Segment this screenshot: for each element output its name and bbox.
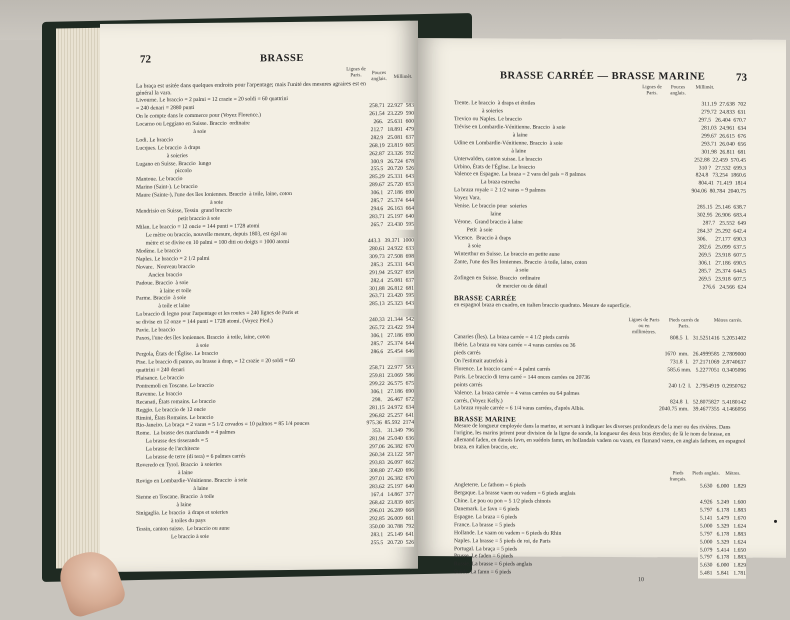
entry-label: laine <box>454 211 501 219</box>
entry-values: 2040.75 mm. 39.4677355 4.1466056 <box>657 407 746 415</box>
entry-label: Valence en Espagne. La braza = 2 vara del país = 8 palmos <box>454 172 586 181</box>
entry-values: 280.61 24.922 633 <box>367 246 414 254</box>
entry-label: à toiles du pays <box>136 518 206 527</box>
entry-values: 301.88 26.812 681 <box>367 285 414 293</box>
entry-label: Novare. Nouveau braccio <box>136 264 195 273</box>
entry-label: Rio-Janeiro. La braça = 2 varas = 5 1/2 covados = 10 palmos = 85 1/4 pouces <box>136 421 309 431</box>
column-header: Lignes de Paris. <box>640 85 664 97</box>
entry-values: 5.481 5.841 1.781 <box>698 571 746 579</box>
column-header: Millimèt. <box>392 75 414 81</box>
entry-label: Le mètre ou braccio, nouvelle mesure, depuis 1803, est égal au <box>136 231 287 241</box>
entry-label: à soieries <box>454 108 503 116</box>
entry-label: à laine <box>136 470 193 479</box>
entry-label: Unterwalden, canton suisse. Le braccio <box>454 156 542 164</box>
entry-values: 240.33 21.344 542 <box>367 317 414 325</box>
entry-label: Mendrisio en Suisse, Tessin grand braccio <box>136 208 232 217</box>
column-header: Pouces anglais. <box>666 85 690 97</box>
column-header: Millimèt. <box>694 85 716 91</box>
column-header: Mètres carrés. <box>710 319 746 325</box>
section-heading: BRASSE CARRÉE <box>454 294 516 302</box>
entry-row <box>454 283 746 292</box>
entry-list <box>454 334 746 415</box>
entry-label: Rimini, États Romains. Le braccio <box>136 414 213 423</box>
entry-label: La braza royale = 2 1/2 varas = 9 palmos <box>454 188 546 196</box>
entry-label: Ibérie. La braza ou vara carrée = 4 varas carrées ou 36 <box>454 342 575 351</box>
running-head: BRASSE CARRÉE — BRASSE MARINE <box>500 70 705 82</box>
entry-label: Padoue. Braccio à soie <box>136 280 188 289</box>
running-head: BRASSE <box>260 53 304 64</box>
entry-label: On l'estimait autrefois à <box>454 358 507 366</box>
entry-values: 310 ? 27.532 699.3 <box>697 165 746 173</box>
entry-label: Winterthur en Suisse. Le braccio en petite aune <box>454 251 560 260</box>
entry-values: 287.7 25.552 649 <box>701 221 746 229</box>
entry-values: 306.1 27.186 690 <box>369 190 414 198</box>
entry-label: Urbino, États de l'Église. Le braccio <box>454 164 535 172</box>
entry-values: 299.22 26.575 675 <box>367 380 414 388</box>
entry-row <box>136 539 414 550</box>
entry-values: 281.03 24.961 634 <box>699 125 746 133</box>
entry-label: Valence. La braza carrée = 4 varas carrées ou 64 palmes <box>454 390 579 399</box>
entry-values: 266. 25.631 600 <box>371 119 414 127</box>
entry-values: 285.7 25.374 644.5 <box>696 268 746 276</box>
page-number: 73 <box>736 72 747 84</box>
entry-label: Petit à soie <box>454 227 493 235</box>
entry-values: 283.62 25.197 640 <box>367 484 414 492</box>
entry-values: 279.72 24.833 631 <box>699 109 746 117</box>
entry-values: 281.15 24.972 634 <box>367 404 414 412</box>
entry-values: 265.7 23.430 595 <box>369 222 414 230</box>
entry-label: Venise. Le braccio pour soieries <box>454 203 527 211</box>
entry-values: 285.7 25.374 644 <box>369 341 414 349</box>
entry-label: Trevico ou Naples. Le braccio <box>454 116 522 124</box>
entry-values: 167.4 14.867 377 <box>369 492 414 500</box>
entry-values: 255.5 20.720 526 <box>369 539 414 547</box>
entry-row <box>454 406 746 415</box>
entry-label: points carrés <box>454 382 482 390</box>
entry-label: pieds carrés <box>454 350 481 358</box>
entry-values: 296.01 26.289 668 <box>367 507 414 515</box>
entry-label: Vicence. Braccio à draps <box>454 235 511 243</box>
entry-label: La braza royale carrée = 6 1/4 varas carrées, d'après Albis. <box>454 406 585 415</box>
entry-values: 212.7 18.891 479 <box>369 126 414 134</box>
entry-values: 804.41 71.419 1814 <box>696 181 746 189</box>
intro-text: La braça est usitée dans quelques endroits pour l'arpentage; mais l'unité des mesures agraires est en général la vara. <box>136 81 372 97</box>
entry-label: Danemark. Le favn = 6 pieds <box>454 506 519 514</box>
entry-label: Lucques. Le braccio à draps <box>136 145 200 154</box>
entry-label: Trévise en Lombardie-Vénitienne. Braccio à soie <box>454 124 565 133</box>
entry-values: 5.797 6.178 1.883 <box>698 507 746 515</box>
entry-values: 261.54 23.229 590 <box>367 111 414 119</box>
entry-values: 265.72 23.422 594 <box>367 325 414 333</box>
entry-label: Lodi. Le braccio <box>136 137 173 145</box>
entry-label: à laine et toile <box>136 288 191 297</box>
entry-label: Le braccio à soie <box>136 533 209 542</box>
entry-label: Plaisance. Le braccio <box>136 375 184 383</box>
entry-label: La brasse des tisserands = 5 <box>136 438 208 447</box>
entry-values: 1670 mm. 26.4999585 2.7809000 <box>663 351 746 359</box>
entry-label: Marino (Saint-). Le braccio <box>136 184 198 193</box>
entry-label: Hollande. Le vaam ou vadem = 6 pieds du Rhin <box>454 530 561 539</box>
entry-values: 269.5 23.918 607.5 <box>696 276 746 284</box>
entry-label: Tessin, canton suisse. Le braccio ou aune <box>136 525 230 534</box>
entry-label: Russie. La brasse = 6 pieds anglais <box>454 562 532 570</box>
entry-values: 306. 27.177 690.3 <box>695 236 746 244</box>
entry-label: Parme. Braccio à soie <box>136 296 186 304</box>
entry-label: Mantoue. Le braccio <box>136 177 182 185</box>
entry-label: Livourne. Le braccio = 2 palmi = 12 crazie = 20 soldi = 60 quattrini <box>136 96 288 106</box>
entry-values: 252.88 22.459 570.45 <box>692 157 746 165</box>
entry-label: de mercier ou de détail <box>454 283 547 291</box>
entry-label: Paxos, l'une des îles Ioniennes. Braccio à toile, laine, coton <box>136 334 270 343</box>
entry-values: 298. 26.467 672 <box>370 396 414 404</box>
entry-values: 285.13 25.323 643 <box>367 301 414 309</box>
entry-values: 4.926 5.249 1.600 <box>698 499 746 507</box>
entry-label: piccolo <box>136 168 192 177</box>
margin-dot <box>774 520 777 523</box>
entry-values: 293.83 26.097 662 <box>367 460 414 468</box>
entry-label: = 240 denari = 2880 punti <box>136 105 194 114</box>
entry-values: 289.67 25.720 653 <box>367 182 414 190</box>
entry-label: à laine <box>136 486 208 495</box>
entry-values: 904.06 80.784 2040.75 <box>689 189 746 197</box>
entry-values: 285.3 25.331 643 <box>369 261 414 269</box>
entry-label: La brasse de terre (di tera) = 6 palmes carrés <box>136 454 245 463</box>
right-page <box>418 38 786 558</box>
entry-label: à laine <box>136 502 191 511</box>
entry-label: Zante, l'une des îles Ioniennes. Braccio à toile, laine, coton <box>454 259 587 268</box>
entry-values: 297.01 26.382 670 <box>367 476 414 484</box>
entry-values: 262.87 23.326 592 <box>367 150 414 158</box>
entry-label: Udine en Lombardie-Vénitienne. Braccio à soie <box>454 140 563 149</box>
entry-values: 286.6 25.454 646 <box>369 349 414 357</box>
column-header: Lignes de Paris. <box>344 67 368 79</box>
entry-label: Modène. Le braccio <box>136 248 181 256</box>
entry-values: 268.42 23.839 605 <box>367 500 414 508</box>
entry-values: 285.29 25.331 643 <box>367 174 414 182</box>
entry-label: à soie <box>136 129 206 138</box>
left-page <box>100 21 418 572</box>
entry-label: Trente. Le braccio à draps et étoiles <box>454 100 535 108</box>
entry-values: 311.19 27.638 702 <box>699 101 746 109</box>
entry-label: Voyez Vara. <box>454 195 481 203</box>
entry-values: 293.71 26.040 656 <box>699 141 746 149</box>
entry-values: 285.7 25.374 644 <box>369 198 414 206</box>
entry-values: 294.6 26.163 664 <box>369 206 414 214</box>
entry-values: 282.6 25.099 637.5 <box>696 244 746 252</box>
entry-values: 259.81 23.069 586 <box>367 373 414 381</box>
entry-values: 283.71 25.197 640 <box>367 214 414 222</box>
entry-label: Naples. La brasse = 5 pieds de roi, de Paris <box>454 538 551 546</box>
entry-label: Rome. La brasse des marchands = 4 palmes <box>136 430 235 439</box>
entry-label: Naples. Le braccio = 2 1/2 palmi <box>136 256 210 265</box>
entry-values: 309.73 27.508 698 <box>367 253 414 261</box>
entry-values: 5.797 6.178 1.883 <box>698 555 746 563</box>
entry-label: Recanati, États romains. Le braccio <box>136 398 216 407</box>
entry-label: France. La brasse = 5 pieds <box>454 522 515 530</box>
entry-label: Locarno ou Leggiano en Suisse. Braccio ordinaire <box>136 120 250 129</box>
entry-values: 5.630 6.000 1.829 <box>698 483 746 491</box>
section-heading: BRASSE MARINE <box>454 415 516 423</box>
entry-values: 276.6 24.566 624 <box>701 284 746 292</box>
entry-values: 282.9 25.081 637 <box>369 134 414 142</box>
entry-label: petit braccio à soie <box>136 216 220 225</box>
entry-values: 292.85 26.009 661 <box>367 515 414 523</box>
entry-values: 297.06 26.382 670 <box>367 444 414 452</box>
entry-values: 443.3 39.371 1000 <box>366 238 414 246</box>
entry-values: 308.80 27.420 696 <box>367 468 414 476</box>
entry-values: 306.1 27.186 690 <box>369 333 414 341</box>
column-header: Pieds anglais. <box>692 471 720 477</box>
entry-values: 5.079 5.414 1.650 <box>698 547 746 555</box>
entry-values: 268.19 23.819 605 <box>367 142 414 150</box>
entry-label: carrés, (Voyez Kelly.) <box>454 398 503 406</box>
column-header: Mètres. <box>720 472 746 478</box>
entry-values: 975.36 85.592 2174 <box>364 420 414 428</box>
entry-label: à laine <box>454 148 526 156</box>
entry-label: Milan. Le braccio = 12 oncie = 144 punti = 1728 atomi <box>136 223 260 232</box>
entry-label: Roveredo en Tyrol. Braccio à soieries <box>136 462 222 471</box>
column-header: Pieds carrés de Paris. <box>666 318 702 330</box>
entry-values: 306.1 27.186 690 <box>369 388 414 396</box>
entry-values: 5.797 6.178 1.883 <box>698 531 746 539</box>
entry-label: Prusse. Le faden = 6 pieds <box>454 554 513 562</box>
entry-values: 5.000 5.329 1.624 <box>698 523 746 531</box>
entry-values: 255.5 20.720 526 <box>369 166 414 174</box>
entry-label: Vérone. Grand braccio à laine <box>454 219 523 227</box>
signature-mark: 10 <box>638 577 644 583</box>
entry-label: Chine. Le pou ou pon = 5 1/2 pieds chinois <box>454 498 551 506</box>
entry-label: Zofingen en Suisse. Braccio ordinaire <box>454 275 540 283</box>
entry-values: 5.000 5.329 1.624 <box>698 539 746 547</box>
entry-list <box>454 100 746 292</box>
entry-values: 260.34 23.122 587 <box>367 452 414 460</box>
entry-label: Portugal. La braça = 5 pieds <box>454 546 517 554</box>
page-number: 72 <box>140 53 151 65</box>
column-header: Pieds français. <box>664 471 692 483</box>
entry-values: 808.5 I. 31.5251416 5.2051402 <box>668 335 746 343</box>
entry-label: Ravenne. Le braccio <box>136 391 182 399</box>
entry-values: 240 1/2 I. 2.7954919 0.2950762 <box>666 383 746 391</box>
entry-values: 269.5 23.918 607.5 <box>696 252 746 260</box>
entry-label: à soie <box>136 200 223 209</box>
entry-values: 258.71 22.927 583 <box>367 103 414 111</box>
entry-values: 302.95 26.906 683.4 <box>695 213 746 221</box>
entry-label: Sinigaglia. Le braccio à draps et soieries <box>136 509 228 518</box>
entry-label: à soieries <box>136 153 188 161</box>
entry-label: Canaries (Îles). La braza carrée = 4 1/2 pieds carrés <box>454 334 569 343</box>
entry-values: 299.67 26.615 676 <box>699 133 746 141</box>
entry-row <box>454 570 746 579</box>
entry-values: 263.71 23.420 595 <box>367 293 414 301</box>
entry-values: 350.00 30.788 792 <box>367 523 414 531</box>
entry-label: Lugano en Suisse. Braccio lungo <box>136 160 211 169</box>
entry-label: Sienne en Toscane. Braccio à toile <box>136 494 214 503</box>
entry-label: Florence. Le braccio carré = 4 palmi carrés <box>454 366 550 374</box>
entry-label: La braza estrecha <box>454 180 520 188</box>
column-header: Pouces anglais. <box>368 71 390 83</box>
entry-values: 258.71 22.977 583 <box>367 365 414 373</box>
entry-values: 296.82 25.257 641 <box>367 412 414 420</box>
entry-label: quattrini = 240 denari <box>136 367 185 375</box>
entry-label: Espagne. La braza = 6 pieds <box>454 514 517 522</box>
entry-label: On le compte dans le commerce pour (Voyez Florence.) <box>136 112 261 121</box>
entry-label: à soie <box>136 343 209 352</box>
section-text: en espagnol braza en cuadro, en italien braccio quadrato. Mesure de superficie. <box>454 302 746 311</box>
entry-label: à toile et laine <box>136 303 190 312</box>
entry-label: à soie <box>454 267 528 275</box>
entry-values: 824.8 73.254 1860.6 <box>694 173 746 181</box>
entry-label: Pise. Le braccio di panno, ou brasse à drap, = 12 crazie = 20 soldi = 60 <box>136 358 295 368</box>
entry-label: se divise en 12 onze = 144 punti = 1728 atomi. (Voyez Pied.) <box>136 318 273 327</box>
entry-values: 281.94 25.040 636 <box>367 436 414 444</box>
entry-values: 824.8 I. 52.8075827 5.4180142 <box>668 399 746 407</box>
entry-list <box>136 95 414 550</box>
entry-label: Bergaque. La brasse vaem ou vadem = 6 pieds anglais <box>454 490 575 499</box>
entry-values: 300.9 26.724 678 <box>369 158 414 166</box>
column-header: Lignes de Paris ou en millimètres. <box>626 318 662 336</box>
entry-values: 285.15 25.146 638.7 <box>695 205 746 213</box>
entry-label: Rovigo en Lombardie-Vénitienne. Braccio à soie <box>136 477 247 486</box>
entry-label: Angleterre. Le fathom = 6 pieds <box>454 482 526 490</box>
entry-values: 283.1 25.149 641 <box>369 531 414 539</box>
entry-label: La brasse de l'architecte <box>136 446 199 455</box>
entry-values: 282.4 25.081 637 <box>369 277 414 285</box>
entry-label: Suède. La famn = 6 pieds <box>454 570 511 578</box>
entry-values: 731.8 I. 27.2171069 2.8740637 <box>668 359 746 367</box>
entry-label: Pavie. Le braccio <box>136 327 175 335</box>
entry-label: La braccio di legno pour l'arpentage et les routes = 240 lignes de Paris et <box>136 310 299 320</box>
entry-label: Reggio. Le braccio de 12 oncie <box>136 406 206 415</box>
entry-values: 297.5 26.404 670.7 <box>696 117 746 125</box>
entry-label: Pergola, États de l'Église. Le braccio <box>136 351 218 360</box>
entry-values: 306.1 27.186 690.5 <box>696 260 746 268</box>
entry-label: à laine <box>454 132 528 140</box>
entry-label: Maure (Sainte-), l'une des îles Ioniennes. Braccio à toile, laine, coton <box>136 191 292 201</box>
section-text: Mesure de longueur employée dans la marine, et servant à indiquer les diverses profondeurs de la mer ou des rivières. Dans l'origine, les marins prirent pour division de la ligne de sonde, la longueur des deux bras étendus; de là le nom de brasse, en allemand faden, en danois favn, en suédois famn, en hollandais vadem ou vaam, en flamand vaem, en anglais fathom, en espagnol braza, en italien braccio, etc. <box>454 423 746 468</box>
entry-label: mètre et se divise en 10 palmi = 100 diti ou doigts = 1000 atomi <box>136 239 289 249</box>
entry-label: à soie <box>454 243 481 251</box>
entry-label: Pontremoli en Toscane. Le braccio <box>136 383 214 392</box>
entry-values: 5.141 5.479 1.670 <box>698 515 746 523</box>
entry-values: 5.630 6.000 1.829 <box>698 563 746 571</box>
entry-list <box>454 482 746 579</box>
entry-values: 291.94 25.927 658 <box>367 269 414 277</box>
entry-values: 301.98 26.811 681 <box>699 149 746 157</box>
entry-values: 585.6 mm. 5.2277051 0.3405096 <box>665 367 746 375</box>
entry-label: Paris. Le braccio di terra carré = 144 onces carrées ou 20736 <box>454 374 590 383</box>
entry-values: 284.37 25.292 642.4 <box>695 228 746 236</box>
entry-values: 353. 31.349 796 <box>370 428 414 436</box>
entry-label: Ancien braccio <box>136 272 182 280</box>
